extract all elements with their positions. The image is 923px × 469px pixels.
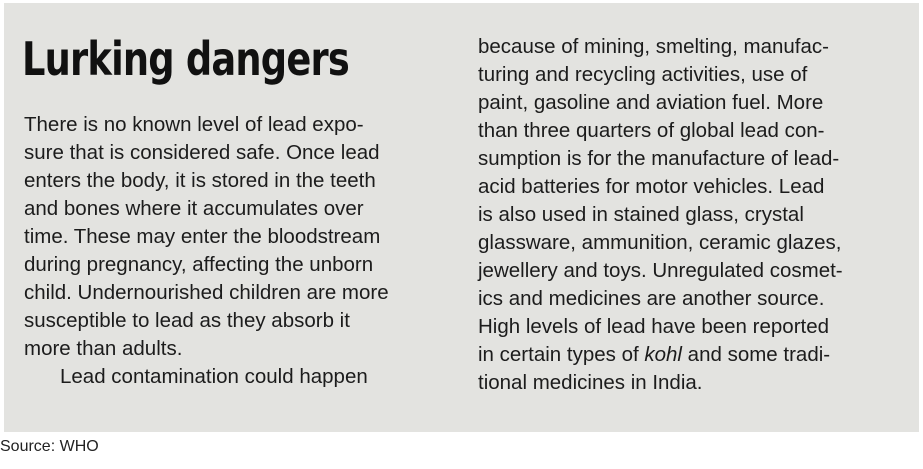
text-line: tional medicines in India.	[478, 371, 703, 394]
text-line: time. These may enter the bloodstream	[24, 225, 381, 248]
text-line: because of mining, smelting, manufac-	[478, 35, 829, 58]
text-line-with-italic	[478, 341, 843, 369]
text-line: sure that is considered safe. Once lead	[24, 141, 380, 164]
text-line: paint, gasoline and aviation fuel. More	[478, 91, 824, 114]
text-line: sumption is for the manufacture of lead-	[478, 147, 840, 170]
left-column	[24, 111, 389, 391]
source-credit: Source: WHO	[0, 438, 99, 455]
text-line: susceptible to lead as they absorb it	[24, 309, 350, 332]
right-column	[478, 33, 843, 397]
text-line: and bones where it accumulates over	[24, 197, 364, 220]
text-line: than three quarters of global lead con-	[478, 119, 825, 142]
text-line: is also used in stained glass, crystal	[478, 203, 804, 226]
text-line: more than adults.	[24, 337, 183, 360]
text-segment: in certain types of	[478, 343, 645, 366]
text-line: enters the body, it is stored in the teeth	[24, 169, 376, 192]
text-line: during pregnancy, affecting the unborn	[24, 253, 374, 276]
text-line: glassware, ammunition, ceramic glazes,	[478, 231, 842, 254]
paragraph-start-line: Lead contamination could happen	[60, 365, 368, 388]
text-line: ics and medicines are another source.	[478, 287, 825, 310]
info-box	[4, 3, 919, 432]
text-line: jewellery and toys. Unregulated cosmet-	[478, 259, 843, 282]
text-line: child. Undernourished children are more	[24, 281, 389, 304]
text-line: acid batteries for motor vehicles. Lead	[478, 175, 825, 198]
text-line: High levels of lead have been reported	[478, 315, 830, 338]
text-line: turing and recycling activities, use of	[478, 63, 808, 86]
italic-term-kohl: kohl	[644, 343, 682, 366]
text-line: There is no known level of lead expo-	[24, 113, 364, 136]
text-segment: and some tradi-	[681, 343, 831, 366]
box-title: Lurking dangers	[22, 32, 349, 86]
